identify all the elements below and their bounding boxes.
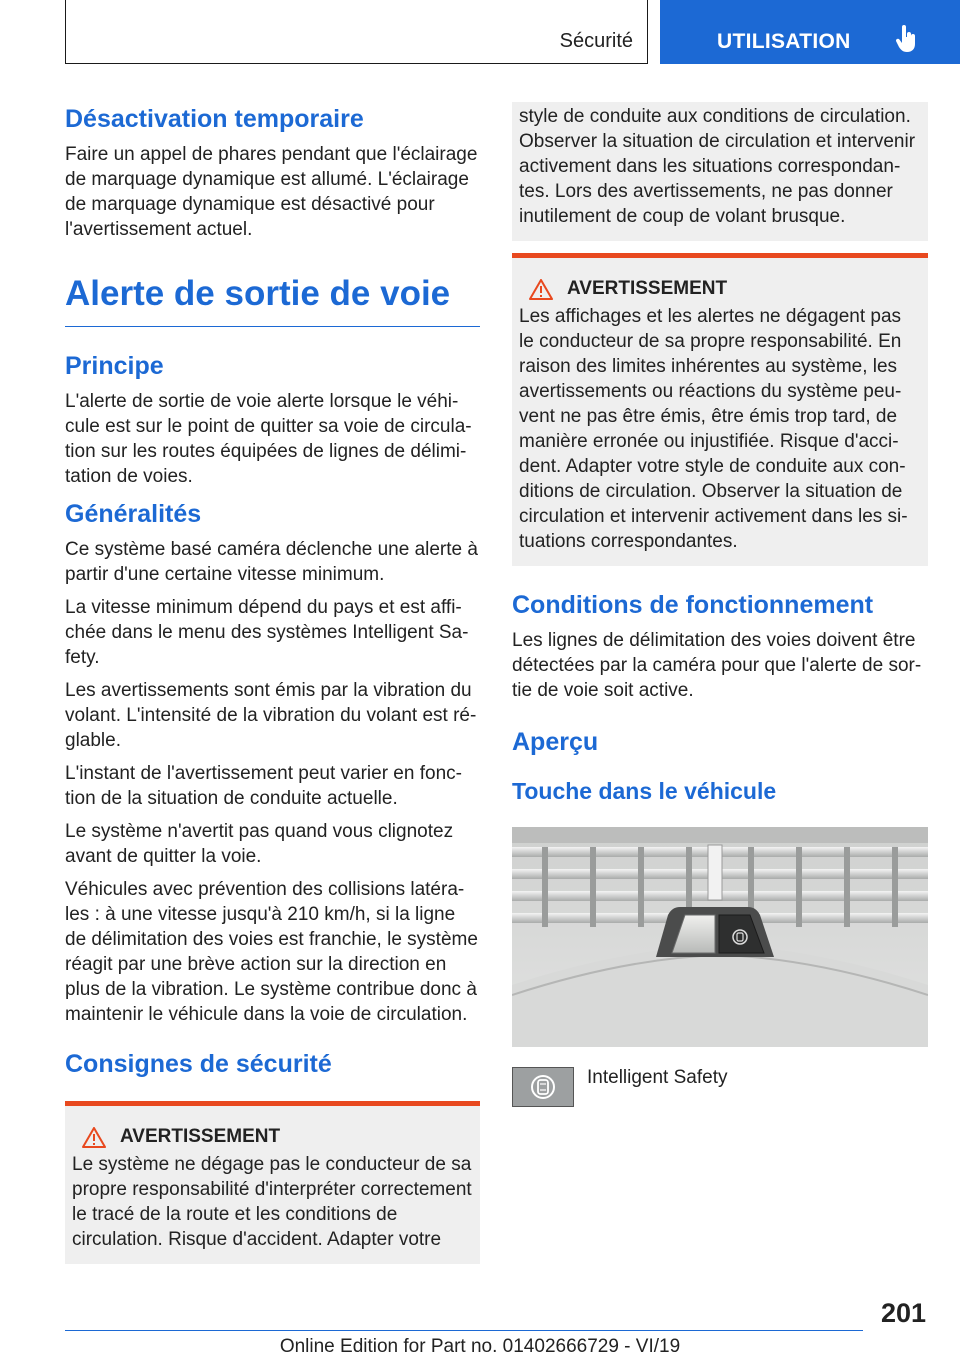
apercu-title: Aperçu (512, 728, 599, 756)
safety-title: Consignes de sécurité (65, 1050, 332, 1078)
chapter-title: Alerte de sortie de voie (65, 272, 480, 327)
warning-triangle-icon (529, 279, 553, 300)
header-chapter: UTILISATION (717, 30, 851, 53)
general-paragraph: L'instant de l'avertissement peut varier en fonction de la situation de conduite actuelle. (65, 763, 462, 809)
header-section: Sécurité (559, 30, 633, 52)
page-number: 201 (880, 1298, 926, 1328)
principe-text: L'alerte de sortie de voie alerte lorsque le véhicule est sur le point de quitter sa voie de circulation sur les routes équipées de lignes de délimitation de voies. (65, 391, 472, 487)
general-paragraph: Ce système basé caméra déclenche une alerte à partir d'une certaine vitesse minimum. (65, 539, 478, 585)
conditions-text: Les lignes de délimitation des voies doivent être détectées par la caméra pour que l'alerte de sortie de voie soit active. (512, 630, 922, 701)
warning-box (512, 253, 928, 566)
warning-heading (529, 278, 921, 300)
warning-text: Les affichages et les alertes ne dégagent pas le conducteur de sa propre responsabilité. En raison des limites inhérentes au système, les avertissements ou réactions du système peuvent ne pas être émis, être émis trop tard, de manière erronée ou injustifiée. Risque d'accident. Adapter votre style de conduite aux conditions de circulation. Observer la situation de circulation et intervenir activement dans les situations correspondantes. (519, 306, 908, 552)
general-paragraph: Les avertissements sont émis par la vibration du volant. L'intensité de la vibration du volant est réglable. (65, 680, 477, 751)
principe-title: Principe (65, 352, 164, 380)
legend-label: Intelligent Safety (587, 1067, 728, 1088)
warning-triangle-icon (82, 1127, 106, 1148)
general-title: Généralités (65, 500, 202, 528)
general-paragraph: Véhicules avec prévention des collisions latérales : à une vitesse jusqu'à 210 km/h, si la ligne de délimitation des voies est franchie, le système réagit par une brève action sur la direction en plus de la vibration. Le système contribue donc à maintenir le véhicule dans la voie de circulation. (65, 879, 478, 1025)
temporary-deactivation-text: Faire un appel de phares pendant que l'éclairage de marquage dynamique est allumé. L'éclairage de marquage dynamique est désactivé pour l'avertissement actuel. (65, 144, 478, 240)
left-column (65, 102, 480, 1264)
button-photo (512, 827, 928, 1047)
temporary-deactivation-title: Désactivation temporaire (65, 105, 364, 133)
warning-text-continued: style de conduite aux conditions de circulation. Observer la situation de circulation et intervenir activement dans les situations correspondantes. Lors des avertissements, ne pas donner inutilement de coup de volant brusque. (519, 106, 916, 227)
footer-edition: Online Edition for Part no. 01402666729 - VI/19 (279, 1336, 681, 1357)
warning-box (65, 1101, 480, 1264)
warning-title: AVERTISSEMENT (567, 278, 728, 299)
warning-box-continued (512, 102, 928, 241)
button-subtitle: Touche dans le véhicule (512, 778, 777, 804)
general-paragraph: Le système n'avertit pas quand vous clignotez avant de quitter la voie. (65, 821, 454, 867)
hand-pointer-icon (896, 25, 918, 53)
warning-title: AVERTISSEMENT (120, 1126, 281, 1147)
conditions-title: Conditions de fonctionnement (512, 591, 874, 619)
footer-divider (65, 1330, 863, 1331)
right-column (512, 102, 928, 1107)
intelligent-safety-button-icon (512, 1067, 574, 1107)
warning-text: Le système ne dégage pas le conducteur de sa propre responsabilité d'interpréter correctement le tracé de la route et les conditions de circulation. Risque d'accident. Adapter votre (72, 1154, 472, 1250)
header-chapter-tab (660, 0, 960, 64)
legend-row (512, 1067, 928, 1107)
warning-heading (82, 1126, 473, 1148)
general-paragraph: La vitesse minimum dépend du pays et est affichée dans le menu des systèmes Intelligent Safety. (65, 597, 469, 668)
header-left-box (65, 0, 648, 64)
